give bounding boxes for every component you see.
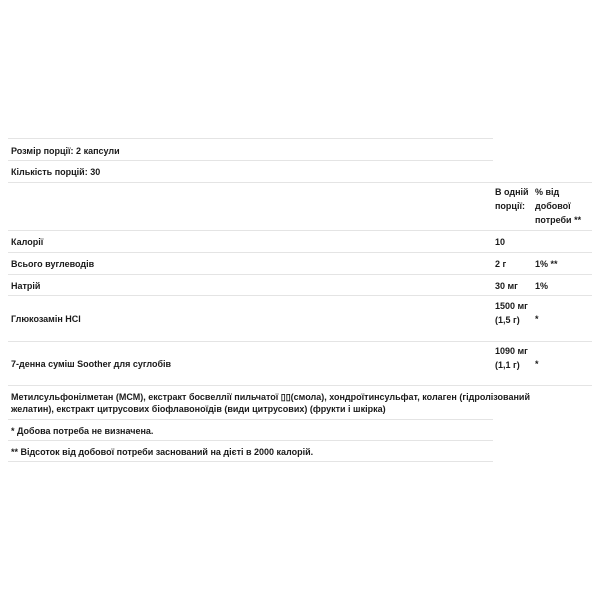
- nutrient-row: [8, 230, 592, 252]
- nutrient-name: 7-денна суміш Soother для суглобів: [11, 359, 172, 369]
- nutrient-amount: 30 мг: [495, 281, 518, 291]
- nutrient-dv: 1%: [535, 281, 549, 291]
- serving-size-text: Розмір порції: 2 капсули: [11, 146, 120, 156]
- ingredients-row: [8, 385, 592, 419]
- servings-count-row: [8, 160, 493, 182]
- nutrient-name: Натрій: [11, 281, 41, 291]
- servings-count-text: Кількість порцій: 30: [11, 167, 101, 177]
- nutrient-row: [8, 295, 592, 341]
- footnote-row: [8, 419, 493, 440]
- nutrient-amount: 1090 мг (1,1 г): [495, 346, 528, 370]
- nutrient-name: Глюкозамін HCl: [11, 314, 81, 324]
- nutrient-name: Калорії: [11, 237, 44, 247]
- footnote-not-established: * Добова потреба не визначена.: [11, 426, 154, 436]
- footnote-row: [8, 440, 493, 462]
- serving-size-row: [8, 138, 493, 160]
- daily-value-header: % від добової потреби **: [535, 187, 582, 225]
- supplement-facts-table: [8, 138, 592, 462]
- nutrient-dv: *: [535, 314, 539, 324]
- nutrient-name: Всього вуглеводів: [11, 259, 95, 269]
- nutrient-amount: 2 г: [495, 259, 507, 269]
- nutrient-dv: *: [535, 359, 539, 369]
- ingredients-text: Метилсульфонілметан (МСМ), екстракт босвеллії пильчатої ▯▯(смола), хондроїтинсульфат, колаген (гідролізований желатин), екстракт цитрусових біофлавоноїдів (види цитрусових) (фрукти і шкірка): [11, 392, 530, 414]
- nutrient-amount: 10: [495, 237, 506, 247]
- nutrient-row: [8, 252, 592, 274]
- nutrient-row: [8, 341, 592, 385]
- footnote-daily-value-basis: ** Відсоток від добової потреби заснований на дієті в 2000 калорій.: [11, 447, 314, 457]
- column-header-row: [8, 182, 592, 230]
- nutrient-dv: 1% **: [535, 259, 558, 269]
- per-serving-header: В одній порції:: [495, 187, 529, 211]
- nutrient-amount: 1500 мг (1,5 г): [495, 301, 528, 325]
- nutrient-row: [8, 274, 592, 295]
